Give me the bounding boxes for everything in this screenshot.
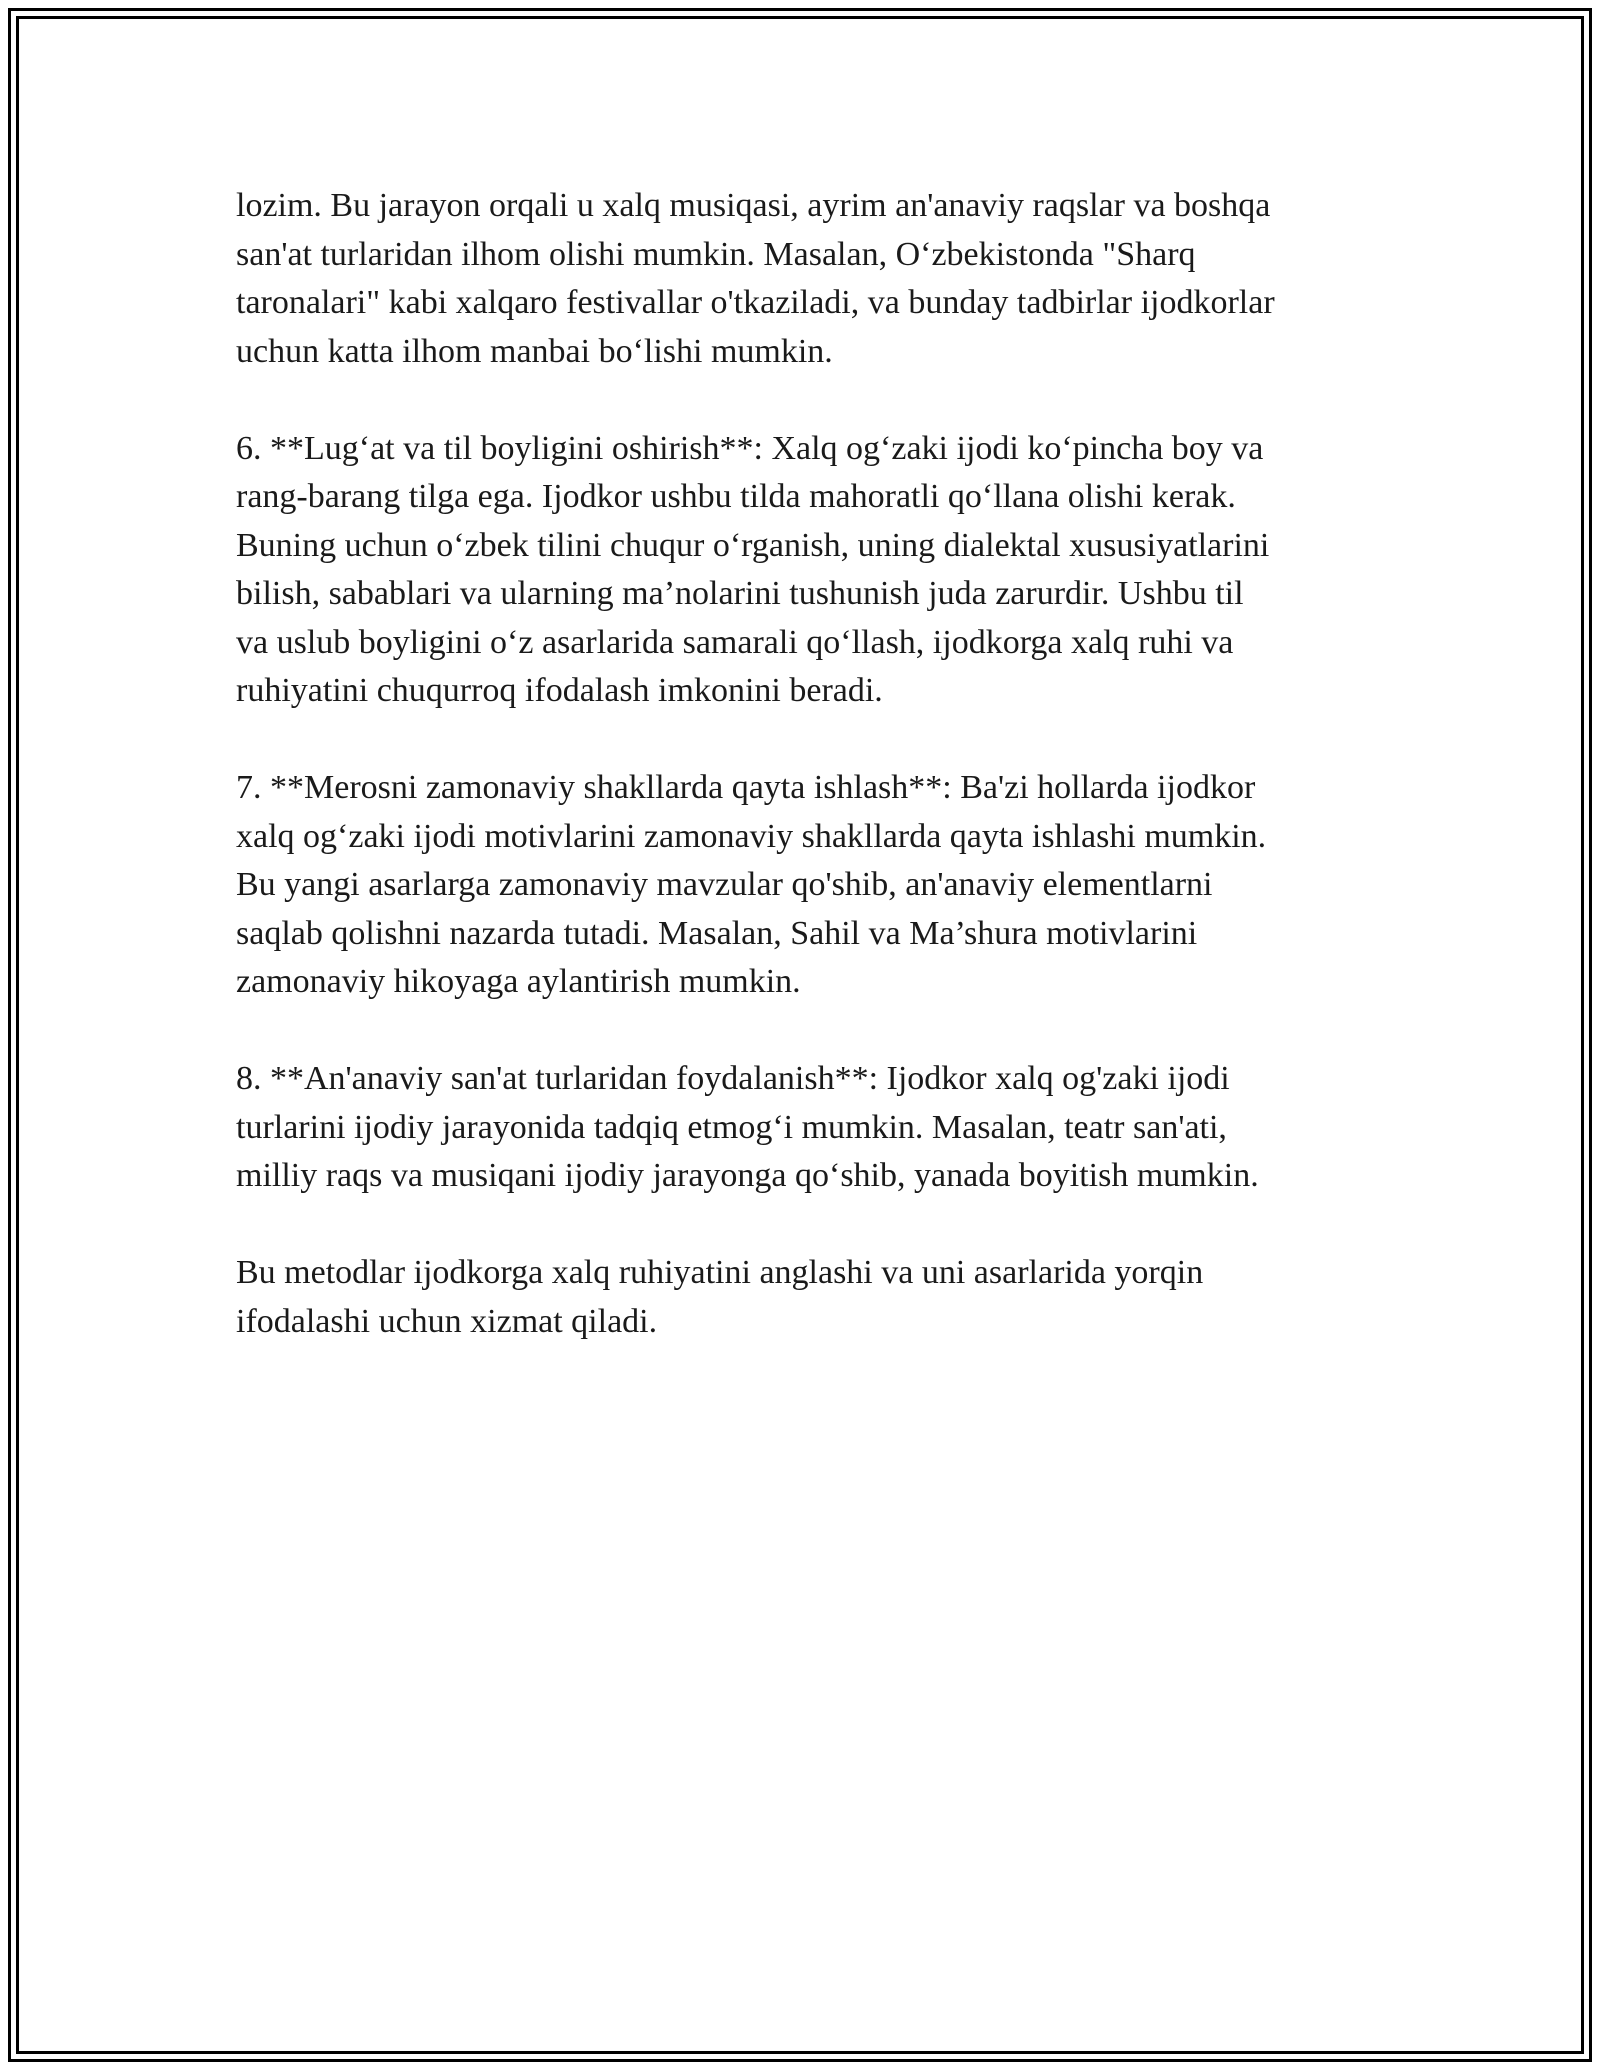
paragraph-conclusion: Bu metodlar ijodkorga xalq ruhiyatini anglashi va uni asarlarida yorqin ifodalashi uchun xizmat qiladi.: [236, 1254, 1204, 1340]
paragraph-continuation: lozim. Bu jarayon orqali u xalq musiqasi, ayrim an'anaviy raqslar va boshqa san'at turlaridan ilhom olishi mumkin. Masalan, O‘zbekistonda "Sharq taronalari" kabi xalqaro festivallar o'tkaziladi, va bunday tadbirlar ijodkorlar uchun katta ilhom manbai bo‘lishi mumkin.: [236, 187, 1275, 370]
paragraph-item-7: 7. **Merosni zamonaviy shakllarda qayta ishlash**: Ba'zi hollarda ijodkor xalq og‘zaki ijodi motivlarini zamonaviy shakllarda qayta ishlashi mumkin. Bu yangi asarlarga zamonaviy mavzular qo'shib, an'anaviy elementlarni saqlab qolishni nazarda tutadi. Masalan, Sahil va Ma’shura motivlarini zamonaviy hikoyaga aylantirish mumkin.: [236, 769, 1267, 1000]
paragraph-item-8: 8. **An'anaviy san'at turlaridan foydalanish**: Ijodkor xalq og'zaki ijodi turlarini ijodiy jarayonida tadqiq etmog‘i mumkin. Masalan, teatr san'ati, milliy raqs va musiqani ijodiy jarayonga qo‘shib, yanada boyitish mumkin.: [236, 1060, 1259, 1194]
paragraph-item-6: 6. **Lug‘at va til boyligini oshirish**: Xalq og‘zaki ijodi ko‘pincha boy va rang-barang tilga ega. Ijodkor ushbu tilda mahoratli qo‘llana olishi kerak. Buning uchun o‘zbek tilini chuqur o‘rganish, uning dialektal xususiyatlarini bilish, sabablari va ularning ma’nolarini tushunish juda zarurdir. Ushbu til va uslub boyligini o‘z asarlarida samarali qo‘llash, ijodkorga xalq ruhi va ruhiyatini chuqurroq ifodalash imkonini beradi.: [236, 429, 1270, 709]
document-body: [236, 182, 1376, 1395]
